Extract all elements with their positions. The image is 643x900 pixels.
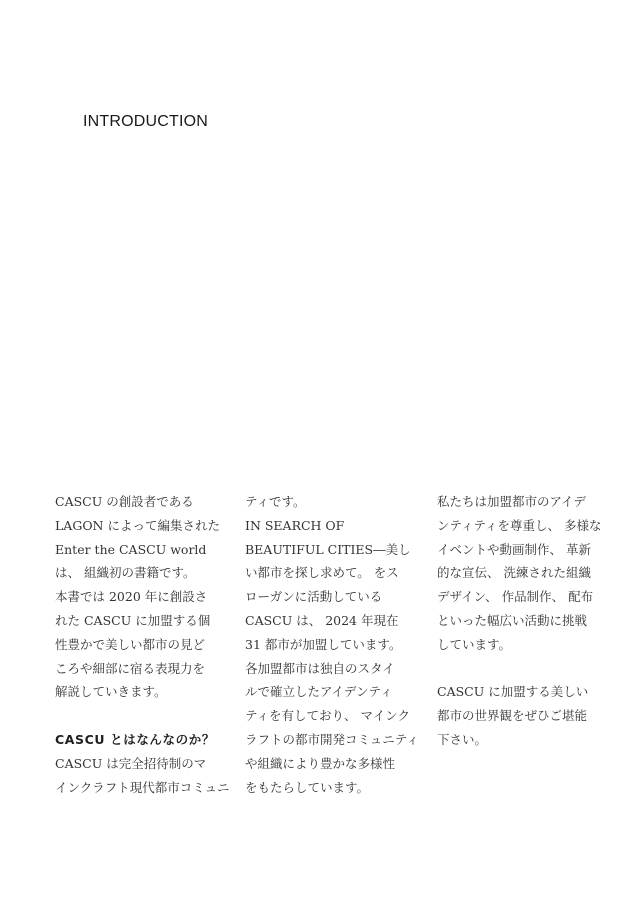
text-line: ころや細部に宿る表現力を bbox=[55, 660, 206, 676]
text-line: 私たちは加盟都市のアイデ bbox=[437, 494, 586, 509]
text-line: しています。 bbox=[437, 636, 512, 652]
text-line: 的な宣伝、 洗練された組織 bbox=[437, 565, 591, 581]
paragraph-spacer bbox=[55, 704, 230, 728]
intro-paragraph-5 bbox=[437, 680, 617, 751]
text-line: 性豊かで美しい都市の見ど bbox=[55, 636, 206, 652]
intro-column-1 bbox=[55, 490, 230, 799]
intro-paragraph-1 bbox=[55, 490, 230, 704]
text-line: 31 都市が加盟しています。 bbox=[245, 636, 402, 652]
paragraph-spacer bbox=[437, 657, 617, 681]
text-line: CASCU に加盟する美しい bbox=[437, 684, 589, 700]
section-title: INTRODUCTION bbox=[83, 113, 209, 130]
text-line: 本書では 2020 年に創設さ bbox=[55, 589, 208, 605]
text-line: 下さい。 bbox=[437, 731, 488, 747]
text-line: や組織により豊かな多様性 bbox=[245, 755, 396, 771]
text-line: ティを有しており、 マインク bbox=[245, 708, 410, 724]
intro-column-3 bbox=[437, 490, 617, 752]
text-line: LAGON によって編集された bbox=[55, 517, 220, 533]
text-line: ルで確立したアイデンティ bbox=[245, 684, 393, 700]
text-line: IN SEARCH OF bbox=[245, 517, 345, 533]
intro-paragraph-4 bbox=[437, 490, 617, 657]
text-line: ローガンに活動している bbox=[245, 589, 383, 605]
text-line: ティです。 bbox=[245, 494, 306, 509]
text-line: ラフトの都市開発コミュニティ bbox=[245, 731, 419, 747]
text-line: 各加盟都市は独自のスタイ bbox=[245, 660, 395, 676]
text-line: は、 組織初の書籍です。 bbox=[55, 565, 196, 581]
text-line: CASCU は、 2024 年現在 bbox=[245, 612, 399, 628]
text-line: BEAUTIFUL CITIES―美し bbox=[245, 541, 411, 557]
text-line: CASCU の創設者である bbox=[55, 494, 194, 509]
text-line: Enter the CASCU world bbox=[55, 541, 207, 557]
text-line: 都市の世界観をぜひご堪能 bbox=[437, 708, 588, 724]
text-line: い都市を探し求めて。 をス bbox=[245, 565, 399, 581]
text-line: といった幅広い活動に挑戦 bbox=[437, 612, 588, 628]
text-line: れた CASCU に加盟する個 bbox=[55, 612, 211, 628]
subheading-what-is-cascu: CASCU とはなんなのか？ bbox=[55, 731, 215, 747]
text-line: をもたらしています。 bbox=[245, 779, 370, 795]
intro-column-2 bbox=[245, 490, 420, 799]
intro-paragraph-3 bbox=[245, 490, 420, 799]
text-line: 解説していきます。 bbox=[55, 684, 167, 700]
intro-paragraph-2 bbox=[55, 752, 230, 800]
text-line: ンティティを尊重し、 多様な bbox=[437, 517, 602, 533]
text-line: CASCU は完全招待制のマ bbox=[55, 755, 207, 771]
text-line: イベントや動画制作、 革新 bbox=[437, 541, 591, 557]
text-line: インクラフト現代都市コミュニ bbox=[55, 779, 230, 795]
text-line: デザイン、 作品制作、 配布 bbox=[437, 589, 594, 605]
